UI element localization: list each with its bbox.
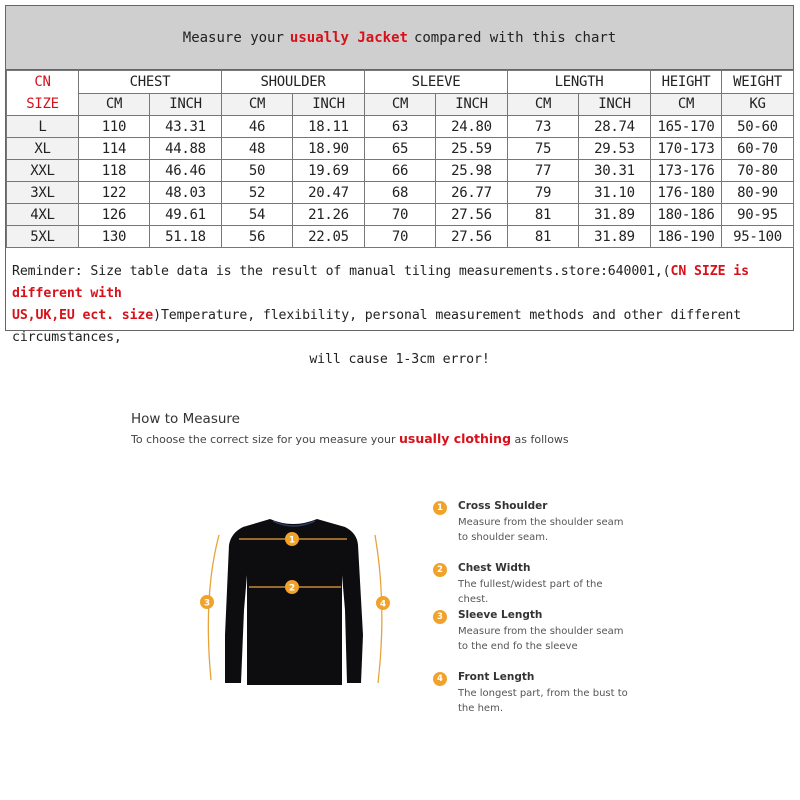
size-value-cell: 186-190 bbox=[651, 226, 722, 248]
step-title: Cross Shoulder bbox=[458, 500, 548, 512]
size-value-cell: 18.11 bbox=[293, 116, 365, 138]
size-value-cell: 46 bbox=[222, 116, 293, 138]
size-value-cell: 49.61 bbox=[150, 204, 222, 226]
marker-4-label: 4 bbox=[379, 599, 387, 610]
size-label: SIZE bbox=[26, 96, 59, 112]
header-length: LENGTH bbox=[508, 71, 651, 94]
size-chart bbox=[5, 5, 794, 367]
size-value-cell: 60-70 bbox=[722, 138, 794, 160]
header-text-pre: Measure your bbox=[182, 29, 284, 46]
cn-label: CN bbox=[34, 74, 51, 90]
size-value-cell: 22.05 bbox=[293, 226, 365, 248]
size-value-cell: 24.80 bbox=[436, 116, 508, 138]
size-row bbox=[7, 226, 794, 248]
size-value-cell: 126 bbox=[79, 204, 150, 226]
header-sleeve: SLEEVE bbox=[365, 71, 508, 94]
size-value-cell: 27.56 bbox=[436, 226, 508, 248]
size-value-cell: 75 bbox=[508, 138, 579, 160]
size-label-cell: XXL bbox=[7, 160, 79, 182]
size-value-cell: 25.59 bbox=[436, 138, 508, 160]
reminder-highlight: CN SIZE is different with bbox=[12, 264, 749, 301]
cn-size-label bbox=[7, 71, 79, 116]
how-to-measure bbox=[131, 411, 569, 446]
step-number-icon: 1 bbox=[433, 501, 447, 515]
size-value-cell: 29.53 bbox=[579, 138, 651, 160]
size-value-cell: 173-176 bbox=[651, 160, 722, 182]
chart-header bbox=[6, 6, 793, 70]
unit-cell: KG bbox=[722, 93, 794, 116]
unit-cell: INCH bbox=[293, 93, 365, 116]
size-value-cell: 28.74 bbox=[579, 116, 651, 138]
unit-cell: INCH bbox=[579, 93, 651, 116]
size-value-cell: 51.18 bbox=[150, 226, 222, 248]
subtitle-highlight: usually clothing bbox=[398, 431, 512, 446]
size-value-cell: 110 bbox=[79, 116, 150, 138]
size-value-cell: 68 bbox=[365, 182, 436, 204]
unit-cell: INCH bbox=[436, 93, 508, 116]
size-label-cell: L bbox=[7, 116, 79, 138]
reminder-line-3: will cause 1-3cm error! bbox=[309, 352, 490, 367]
step-desc: The longest part, from the bust to the hem. bbox=[458, 688, 628, 714]
size-value-cell: 50-60 bbox=[722, 116, 794, 138]
size-rows bbox=[7, 116, 794, 248]
size-value-cell: 80-90 bbox=[722, 182, 794, 204]
size-value-cell: 27.56 bbox=[436, 204, 508, 226]
step-desc: Measure from the shoulder seam to shoulder seam. bbox=[458, 517, 624, 543]
size-value-cell: 65 bbox=[365, 138, 436, 160]
reminder-line-1 bbox=[12, 261, 787, 305]
size-value-cell: 48.03 bbox=[150, 182, 222, 204]
size-label-cell: 4XL bbox=[7, 204, 79, 226]
size-value-cell: 77 bbox=[508, 160, 579, 182]
size-row bbox=[7, 182, 794, 204]
size-value-cell: 118 bbox=[79, 160, 150, 182]
unit-cell: CM bbox=[651, 93, 722, 116]
shirt-diagram bbox=[195, 515, 400, 695]
header-shoulder: SHOULDER bbox=[222, 71, 365, 94]
how-to-measure-title: How to Measure bbox=[131, 411, 240, 427]
header-text-post: compared with this chart bbox=[413, 29, 617, 46]
size-table bbox=[6, 70, 794, 248]
size-value-cell: 90-95 bbox=[722, 204, 794, 226]
step-title: Front Length bbox=[458, 671, 535, 683]
size-value-cell: 30.31 bbox=[579, 160, 651, 182]
step-number-icon: 2 bbox=[433, 563, 447, 577]
size-value-cell: 130 bbox=[79, 226, 150, 248]
marker-3-label: 3 bbox=[203, 598, 211, 609]
size-value-cell: 21.26 bbox=[293, 204, 365, 226]
group-header-row bbox=[7, 71, 794, 94]
size-label-cell: 3XL bbox=[7, 182, 79, 204]
size-value-cell: 95-100 bbox=[722, 226, 794, 248]
size-label-cell: XL bbox=[7, 138, 79, 160]
size-value-cell: 20.47 bbox=[293, 182, 365, 204]
size-label-cell: 5XL bbox=[7, 226, 79, 248]
marker-1-label: 1 bbox=[288, 535, 296, 546]
size-value-cell: 81 bbox=[508, 226, 579, 248]
size-value-cell: 50 bbox=[222, 160, 293, 182]
size-value-cell: 48 bbox=[222, 138, 293, 160]
reminder-line-2 bbox=[12, 305, 787, 349]
step-number-icon: 3 bbox=[433, 610, 447, 624]
size-value-cell: 73 bbox=[508, 116, 579, 138]
unit-cell: CM bbox=[508, 93, 579, 116]
size-row bbox=[7, 116, 794, 138]
reminder-note bbox=[6, 257, 793, 371]
size-value-cell: 66 bbox=[365, 160, 436, 182]
step-desc: The fullest/widest part of the chest. bbox=[458, 579, 603, 605]
size-value-cell: 165-170 bbox=[651, 116, 722, 138]
size-value-cell: 52 bbox=[222, 182, 293, 204]
step-title: Sleeve Length bbox=[458, 609, 543, 621]
size-value-cell: 46.46 bbox=[150, 160, 222, 182]
size-value-cell: 70 bbox=[365, 204, 436, 226]
marker-2-label: 2 bbox=[288, 583, 296, 594]
size-value-cell: 81 bbox=[508, 204, 579, 226]
size-value-cell: 180-186 bbox=[651, 204, 722, 226]
size-row bbox=[7, 204, 794, 226]
subtitle-text: To choose the correct size for you measure your bbox=[131, 433, 396, 446]
header-height: HEIGHT bbox=[651, 71, 722, 94]
size-row bbox=[7, 160, 794, 182]
size-value-cell: 31.89 bbox=[579, 204, 651, 226]
header-chest: CHEST bbox=[79, 71, 222, 94]
size-value-cell: 31.10 bbox=[579, 182, 651, 204]
size-value-cell: 170-173 bbox=[651, 138, 722, 160]
unit-cell: CM bbox=[365, 93, 436, 116]
reminder-text: )Temperature, flexibility, personal measurement methods and other different circumstances, bbox=[12, 308, 742, 345]
size-value-cell: 31.89 bbox=[579, 226, 651, 248]
size-value-cell: 44.88 bbox=[150, 138, 222, 160]
step-number-icon: 4 bbox=[433, 672, 447, 686]
reminder-text: Reminder: Size table data is the result of manual tiling measurements.store:640001,( bbox=[12, 264, 671, 279]
reminder-highlight: US,UK,EU ect. size bbox=[12, 308, 154, 323]
size-value-cell: 114 bbox=[79, 138, 150, 160]
size-value-cell: 63 bbox=[365, 116, 436, 138]
size-value-cell: 26.77 bbox=[436, 182, 508, 204]
size-value-cell: 70-80 bbox=[722, 160, 794, 182]
header-highlight: usually Jacket bbox=[289, 29, 408, 46]
unit-cell: CM bbox=[79, 93, 150, 116]
size-value-cell: 18.90 bbox=[293, 138, 365, 160]
size-value-cell: 43.31 bbox=[150, 116, 222, 138]
size-value-cell: 19.69 bbox=[293, 160, 365, 182]
size-row bbox=[7, 138, 794, 160]
subtitle-text: as follows bbox=[514, 433, 569, 446]
size-value-cell: 70 bbox=[365, 226, 436, 248]
size-value-cell: 122 bbox=[79, 182, 150, 204]
header-weight: WEIGHT bbox=[722, 71, 794, 94]
size-value-cell: 79 bbox=[508, 182, 579, 204]
size-value-cell: 25.98 bbox=[436, 160, 508, 182]
how-to-measure-subtitle bbox=[131, 431, 569, 446]
unit-cell: INCH bbox=[150, 93, 222, 116]
size-value-cell: 56 bbox=[222, 226, 293, 248]
step-title: Chest Width bbox=[458, 562, 531, 574]
unit-cell: CM bbox=[222, 93, 293, 116]
step-desc: Measure from the shoulder seam to the end fo the sleeve bbox=[458, 626, 624, 652]
size-value-cell: 176-180 bbox=[651, 182, 722, 204]
unit-row bbox=[7, 93, 794, 116]
size-value-cell: 54 bbox=[222, 204, 293, 226]
